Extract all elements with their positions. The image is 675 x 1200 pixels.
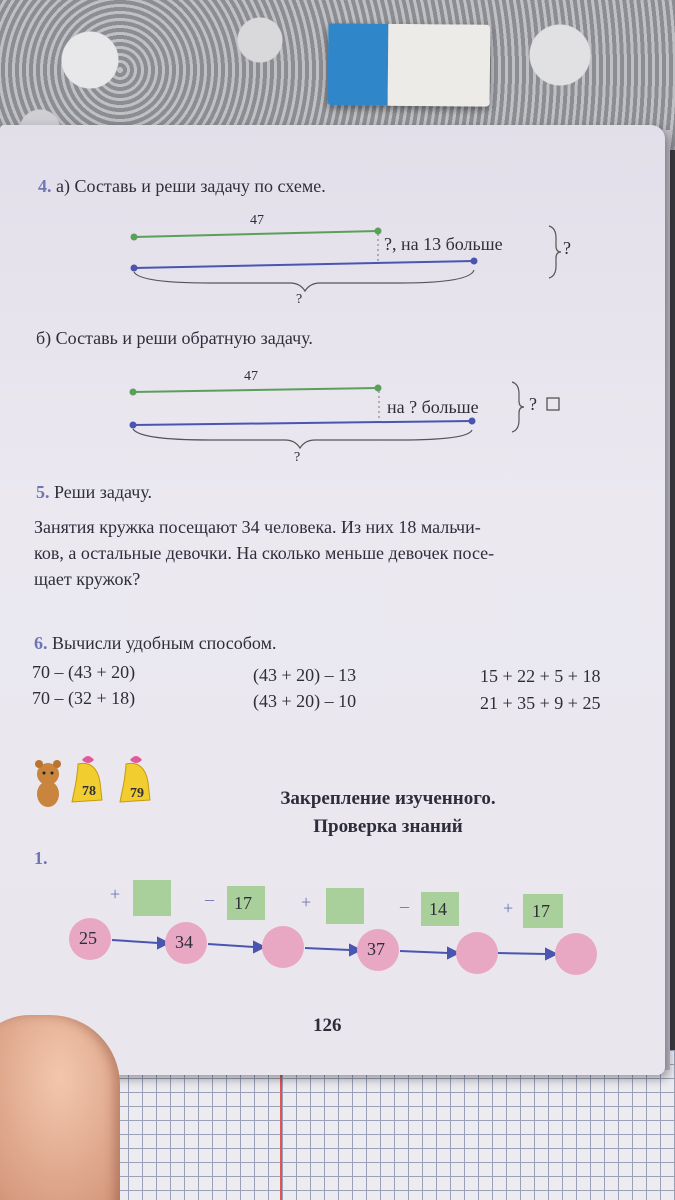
chain-task-number: 1.: [34, 848, 48, 868]
scheme-a-label: ?, на 13 больше: [384, 234, 503, 254]
chain-op-sign-4: –: [400, 896, 409, 916]
task6-expr-1-2: 70 – (32 + 18): [32, 688, 136, 708]
task6-number: 6.: [34, 633, 48, 653]
scheme-a-bottom-question: ?: [296, 292, 303, 307]
chain-circle-5: [456, 932, 498, 974]
task5-line-2: ков, а остальные девочки. На сколько меньше девочек посе-: [34, 543, 495, 563]
scheme-b-bottom-question: ?: [294, 450, 301, 465]
chain-box-3: [326, 888, 364, 924]
bell-label-78: 78: [82, 784, 96, 799]
chain-op-value-4: 14: [429, 899, 447, 919]
chain-circle-3: [262, 926, 304, 968]
scheme-b-brace-question: ?: [529, 394, 537, 414]
chain-op-value-5: 17: [532, 901, 550, 921]
chain-op-sign-5: +: [503, 898, 514, 918]
chain-op-sign-3: +: [301, 892, 312, 912]
scheme-b-top-value: 47: [244, 369, 258, 384]
task6-title: Вычисли удобным способом.: [52, 633, 277, 653]
lesson-heading-line-1: Закрепление изученного.: [280, 788, 496, 809]
chain-op-sign-1: +: [110, 884, 121, 904]
chain-circle-value-1: 25: [79, 928, 97, 948]
scheme-a-brace-question: ?: [563, 238, 571, 258]
task4-part-a: а) Составь и реши задачу по схеме.: [56, 176, 326, 196]
task6-expr-2-1: (43 + 20) – 13: [253, 665, 357, 685]
task6-expr-2-2: (43 + 20) – 10: [253, 691, 357, 711]
page-number: 126: [313, 1015, 342, 1036]
task5-number: 5.: [36, 482, 50, 502]
chain-circle-6: [555, 933, 597, 975]
task6-expr-3-1: 15 + 22 + 5 + 18: [480, 666, 601, 686]
chain-circle-value-4: 37: [367, 939, 385, 959]
scheme-b-label: на ? больше: [387, 397, 479, 417]
task6-expr-3-2: 21 + 35 + 9 + 25: [480, 693, 601, 713]
task6-expr-1-1: 70 – (43 + 20): [32, 662, 136, 682]
task5-line-1: Занятия кружка посещают 34 человека. Из них 18 мальчи-: [34, 517, 481, 537]
task4-number: 4.: [38, 176, 52, 196]
chain-box-1: [133, 880, 171, 916]
chain-circle-value-2: 34: [175, 932, 193, 952]
task5-line-3: щает кружок?: [34, 569, 141, 589]
chain-op-sign-2: –: [205, 889, 214, 909]
scheme-a-top-value: 47: [250, 213, 264, 228]
task4-part-b: б) Составь и реши обратную задачу.: [36, 328, 313, 348]
bell-label-79: 79: [130, 786, 144, 801]
thumb: [0, 1015, 120, 1200]
task5-title: Реши задачу.: [54, 482, 153, 502]
lesson-heading-line-2: Проверка знаний: [313, 816, 463, 837]
chain-op-value-2: 17: [234, 893, 252, 913]
